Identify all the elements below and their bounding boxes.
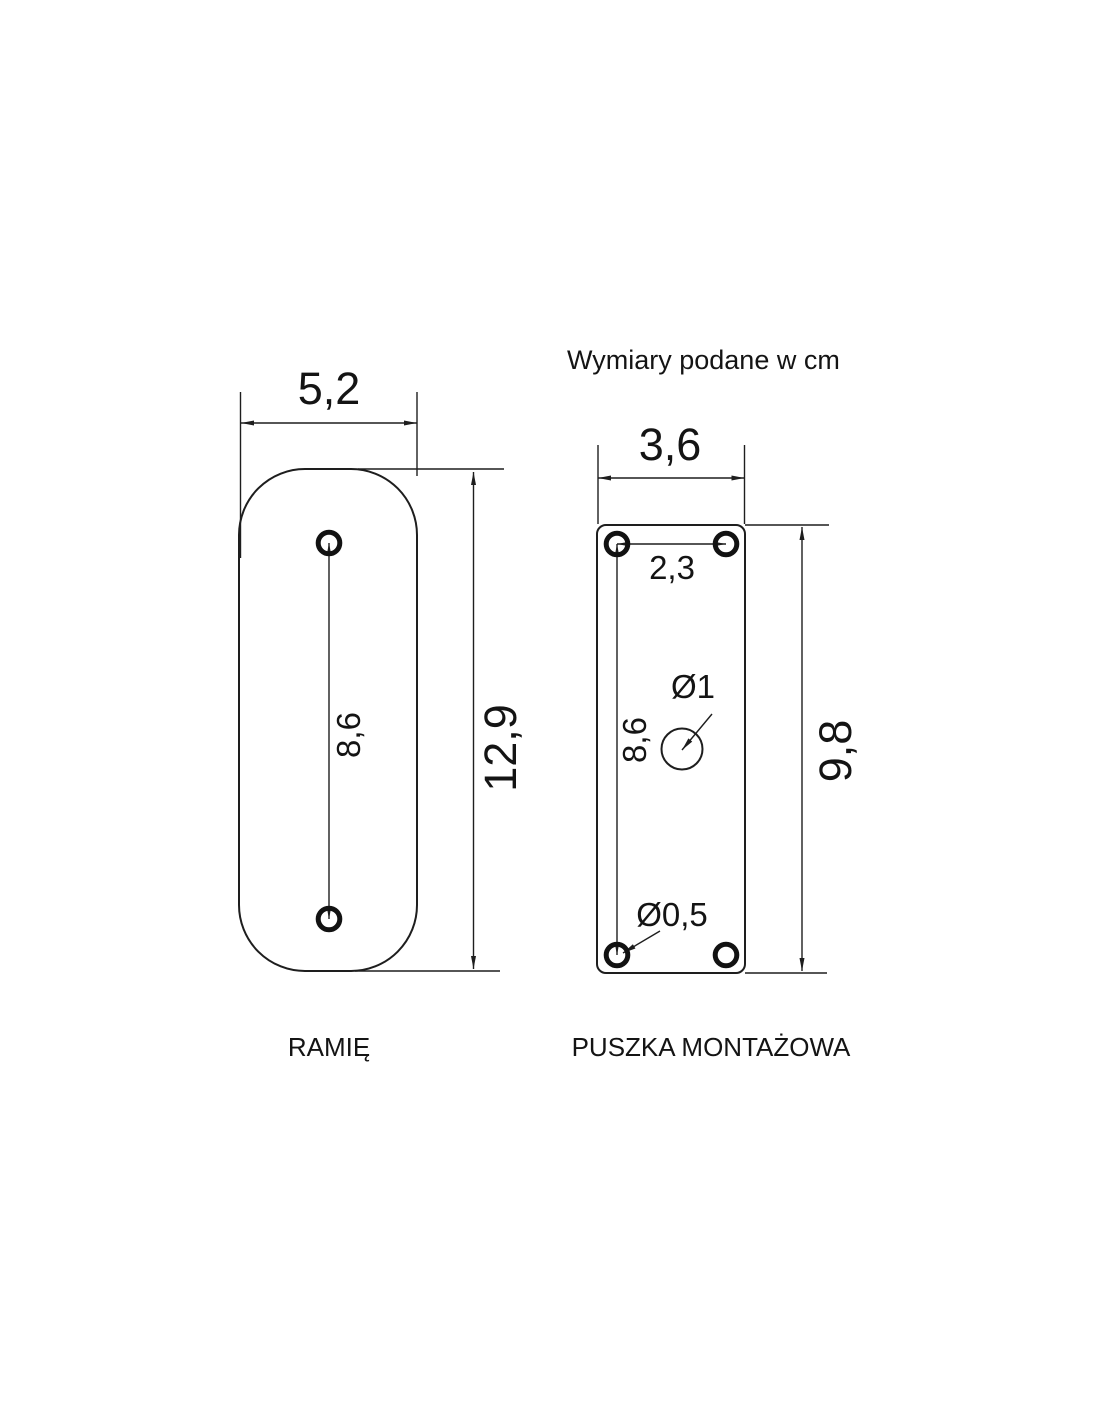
corner-hole-dia-label: Ø0,5	[636, 896, 708, 933]
arm-outline	[239, 469, 417, 971]
arm-part	[239, 363, 526, 1062]
box-hole-spacing-h-dim-label: 2,3	[649, 549, 695, 586]
arm-width-dim-label: 5,2	[297, 363, 361, 414]
box-width-dim-label: 3,6	[638, 419, 702, 470]
box-hole-spacing-v-dim-label: 8,6	[616, 717, 653, 763]
arm-caption: RAMIĘ	[287, 1032, 371, 1062]
arm-height-dim-label: 12,9	[475, 704, 526, 792]
arm-hole-spacing-dim-label: 8,6	[330, 712, 367, 758]
box-caption: PUSZKA MONTAŻOWA	[571, 1032, 851, 1062]
drawing-title: Wymiary podane w cm	[567, 345, 840, 375]
center-hole-dia-label: Ø1	[670, 668, 716, 705]
mounting-box-part	[572, 419, 861, 1062]
box-height-dim-label: 9,8	[810, 719, 861, 783]
